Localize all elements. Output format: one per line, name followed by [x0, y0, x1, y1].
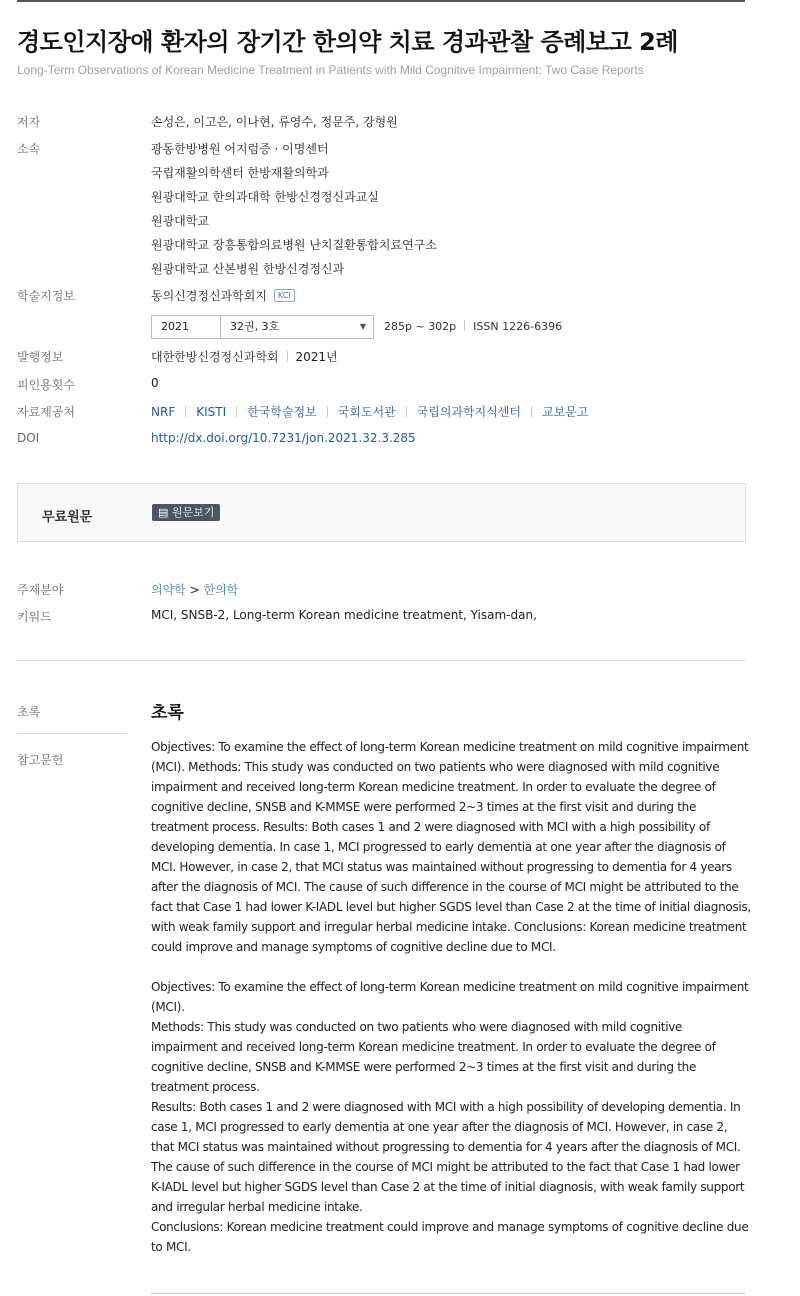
authors-label: 저자 — [17, 115, 41, 129]
abstract-line: cognitive decline, SNSB and K-MMSE were performed 2~3 times at the first visit and during the — [151, 800, 697, 814]
affiliation-item: 광동한방병원 어지럼증 · 이명센터 — [151, 142, 329, 156]
section-divider — [17, 660, 745, 661]
abstract-line: Methods: This study was conducted on two patients who were diagnosed with mild cognitive — [151, 1020, 683, 1034]
top-divider — [17, 0, 745, 2]
cited-label: 피인용횟수 — [17, 378, 75, 392]
abstract-line: case 1, MCI progressed to early dementia at one year after the diagnosis of MCI. However, in case 2, — [151, 1120, 728, 1134]
abstract-line: to MCI. — [151, 1240, 191, 1254]
pages-value: 285p ~ 302p — [384, 320, 457, 333]
page-subtitle: Long-Term Observations of Korean Medicine Treatment in Patients with Mild Cognitive Impairment: Two Case Reports — [17, 63, 644, 77]
provider-link-nanet[interactable]: 국회도서관 — [337, 405, 396, 419]
doi-link[interactable]: http://dx.doi.org/10.7231/jon.2021.32.3.285 — [151, 431, 416, 445]
abstract-paragraph-2 — [151, 977, 747, 1257]
divider — [464, 320, 465, 331]
chevron-down-icon: ▼ — [359, 322, 366, 331]
view-fulltext-label: 원문보기 — [171, 506, 215, 519]
abstract-paragraph-1 — [151, 737, 751, 957]
doi-label: DOI — [17, 431, 40, 445]
volume-select[interactable] — [220, 315, 374, 339]
provider-link-kyobo[interactable]: 교보문고 — [542, 405, 589, 419]
publish-year-value: 2021년 — [295, 350, 338, 364]
affiliation-item: 원광대학교 산본병원 한방신경정신과 — [151, 262, 345, 276]
abstract-line: treatment process. Results: Both cases 1 and 2 were diagnosed with MCI with a high possibility of — [151, 820, 710, 834]
abstract-heading: 초록 — [151, 703, 184, 723]
abstract-line: Objectives: To examine the effect of long-term Korean medicine treatment on mild cognitive impairment — [151, 980, 749, 994]
document-icon: ▤ — [158, 506, 169, 519]
volume-select-value: 32권, 3호 — [230, 320, 280, 333]
provider-link-nrf[interactable]: NRF — [151, 405, 176, 419]
abstract-line: Objectives: To examine the effect of long-term Korean medicine treatment on mild cognitive impairment — [151, 740, 749, 754]
authors-value[interactable]: 손성은, 이고은, 이나현, 류영수, 정문주, 강형원 — [151, 115, 398, 129]
cited-count: 0 — [151, 376, 159, 390]
publisher-value: 대한한방신경정신과학회 — [151, 350, 279, 364]
divider — [287, 351, 288, 362]
journal-info — [151, 287, 295, 304]
provider-link-kmbase[interactable]: 국립의과학지식센터 — [416, 405, 521, 419]
breadcrumb-arrow: > — [189, 583, 200, 597]
abstract-line: fact that Case 1 had lower K-IADL level but higher SGDS level than Case 2 at the time of initial diagnosis, — [151, 900, 751, 914]
provider-list — [151, 403, 588, 420]
publish-info — [151, 348, 338, 365]
publish-label: 발행정보 — [17, 350, 64, 364]
subject-breadcrumb — [151, 581, 238, 598]
subject-link-korean-medicine[interactable]: 한의학 — [203, 583, 239, 597]
divider — [185, 406, 186, 417]
free-fulltext-label: 무료원문 — [42, 510, 93, 525]
abstract-line: K-IADL level but higher SGDS level than Case 2 at the time of initial diagnosis, with weak family support — [151, 1180, 745, 1194]
abstract-line: treatment process. — [151, 1080, 260, 1094]
abstract-line: and irregular herbal medicine intake. — [151, 1200, 363, 1214]
divider — [531, 406, 532, 417]
abstract-line: Conclusions: Korean medicine treatment could improve and manage symptoms of cognitive decline due — [151, 1220, 749, 1234]
affiliation-label: 소속 — [17, 142, 41, 156]
keywords-label: 키워드 — [17, 610, 52, 624]
free-fulltext-box — [17, 483, 746, 542]
issn-value: ISSN 1226-6396 — [473, 320, 563, 333]
abstract-line: with weak family support and irregular herbal medicine intake. Conclusions: Korean medicine treatment — [151, 920, 747, 934]
page-range — [384, 320, 562, 333]
abstract-line: could improve and manage symptoms of cognitive decline due to MCI. — [151, 940, 556, 954]
affiliation-item: 원광대학교 장흥통합의료병원 난치질환통합치료연구소 — [151, 238, 437, 252]
abstract-line: The cause of such difference in the course of MCI might be attributed to the fact that Case 1 had lower — [151, 1160, 740, 1174]
abstract-line: Results: Both cases 1 and 2 were diagnosed with MCI with a high possibility of developing dementia. In — [151, 1100, 741, 1114]
subject-label: 주제분야 — [17, 583, 64, 597]
kci-badge: KCI — [274, 289, 295, 302]
bottom-divider — [151, 1293, 745, 1294]
journal-label: 학술지정보 — [17, 289, 75, 303]
year-select-value: 2021 — [161, 320, 189, 333]
abstract-line: impairment and received long-term Korean medicine treatment. In order to evaluate the degree of — [151, 1040, 716, 1054]
provider-link-kisti[interactable]: KISTI — [196, 405, 227, 419]
abstract-line: (MCI). Methods: This study was conducted on two patients who were diagnosed with mild cognitive — [151, 760, 720, 774]
abstract-line: impairment and received long-term Korean medicine treatment. In order to evaluate the degree of — [151, 780, 716, 794]
view-fulltext-button[interactable] — [152, 504, 220, 521]
page-title: 경도인지장애 환자의 장기간 한의약 치료 경과관찰 증례보고 2례 — [17, 28, 678, 56]
side-tab-abstract[interactable]: 초록 — [17, 705, 41, 719]
affiliation-item: 원광대학교 — [151, 214, 209, 228]
journal-name-link[interactable]: 동의신경정신과학회지 — [151, 289, 267, 303]
abstract-line: after the diagnosis of MCI. The cause of such difference in the course of MCI might be attributed to the — [151, 880, 739, 894]
subject-link-medicine[interactable]: 의약학 — [151, 583, 186, 597]
divider — [327, 406, 328, 417]
abstract-line: developing dementia. In case 1, MCI progressed to early dementia at one year after the diagnosis of — [151, 840, 726, 854]
keywords-value[interactable]: MCI, SNSB-2, Long-term Korean medicine treatment, Yisam-dan, — [151, 608, 537, 622]
year-select[interactable] — [151, 315, 230, 339]
affiliation-item: 원광대학교 한의과대학 한방신경정신과교실 — [151, 190, 379, 204]
side-menu-divider — [17, 733, 127, 734]
abstract-line: MCI. However, in case 2, that MCI status was maintained without progressing to dementia for 4 years — [151, 860, 732, 874]
provider-label: 자료제공처 — [17, 405, 75, 419]
abstract-line: (MCI). — [151, 1000, 185, 1014]
abstract-line: that MCI status was maintained without progressing to dementia for 4 years after the diagnosis of MCI. — [151, 1140, 741, 1154]
divider — [236, 406, 237, 417]
side-tab-references[interactable]: 참고문헌 — [17, 753, 64, 767]
provider-link-kiss[interactable]: 한국학술정보 — [247, 405, 317, 419]
affiliation-item: 국립재활의학센터 한방재활의학과 — [151, 166, 329, 180]
divider — [406, 406, 407, 417]
abstract-line: cognitive decline, SNSB and K-MMSE were performed 2~3 times at the first visit and during the — [151, 1060, 697, 1074]
